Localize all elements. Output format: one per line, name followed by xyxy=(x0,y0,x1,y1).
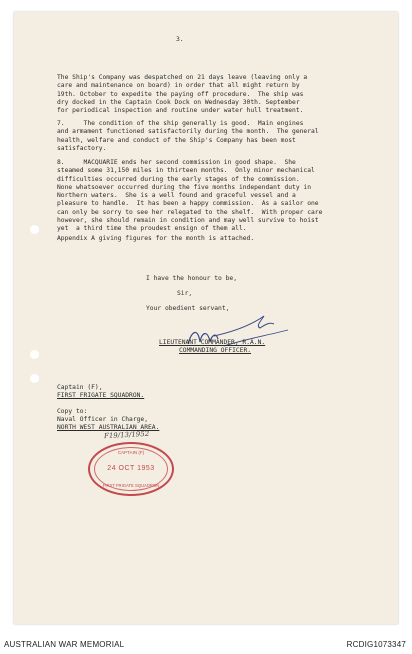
received-stamp xyxy=(88,442,174,496)
page-number: 3. xyxy=(176,36,184,43)
stamp-date: 24 OCT 1953 xyxy=(107,465,155,472)
signature-rank: LIEUTENANT COMMANDER, R.A.N. xyxy=(159,339,266,346)
footer-record-id: RCDIG1073347 xyxy=(346,640,406,649)
closing-sir: Sir, xyxy=(177,290,193,297)
addressee-line2: FIRST FRIGATE SQUADRON. xyxy=(57,392,145,399)
closing-honour: I have the honour to be, xyxy=(146,275,237,282)
punch-hole-bottom xyxy=(30,374,39,383)
copy-to-line1: Naval Officer in Charge, xyxy=(57,416,148,423)
paragraph-leave: The Ship's Company was despatched on 21 days leave (leaving only a care and maintenance on board) in order that all might return by 19th. October to expedite the paying off procedure. The ship was dry docked in the Captain Cook Dock on Wednesday 30th. September for periodical inspection and routine under water hull treatment. xyxy=(57,74,308,115)
copy-to-line2: NORTH WEST AUSTRALIAN AREA. xyxy=(57,424,160,431)
signature-title: COMMANDING OFFICER. xyxy=(179,347,252,354)
closing-servant: Your obedient servant, xyxy=(146,305,230,312)
paragraph-appendix: Appendix A giving figures for the month is attached. xyxy=(57,235,255,242)
punch-hole-middle xyxy=(30,350,39,359)
stamp-top-text: CAPTAIN (F) xyxy=(117,450,145,455)
copy-to-label: Copy to: xyxy=(57,408,88,415)
addressee-line1: Captain (F), xyxy=(57,384,103,391)
handwritten-file-ref: F19/13/1952 xyxy=(103,429,150,441)
stamp-bottom-text: FIRST FRIGATE SQUADRON xyxy=(102,483,160,488)
punch-hole-top xyxy=(30,225,39,234)
paragraph-7-condition: 7. The condition of the ship generally is good. Main engines and armament functioned satisfactorily during the month. The general health, welfare and conduct of the Ship's Company has been most satisfactory. xyxy=(57,120,319,152)
paragraph-8-commission: 8. MACQUARIE ends her second commission in good shape. She steamed some 31,150 miles in thirteen months. Only minor mechanical difficulties occurred during the early stages of the commission. None whatsoever occurred during the five months independant duty in Northern waters. She is a well found and graceful vessel and a pleasure to handle. It has been a happy commission. As a sailor one can only be sorry to see her relegated to the shelf. With proper care however, she should remain in condition and may well survive to hoist yet a third time the proudest ensign of them all. xyxy=(57,159,323,233)
footer-archive-name: AUSTRALIAN WAR MEMORIAL xyxy=(4,640,125,649)
